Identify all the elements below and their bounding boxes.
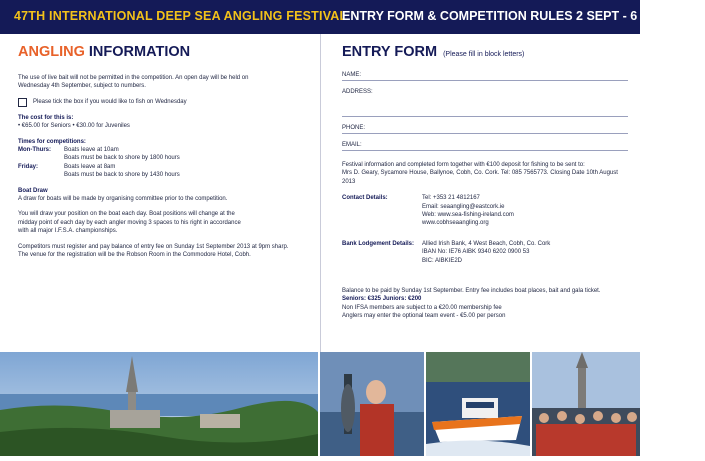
contact-details	[342, 194, 628, 228]
angling-information-heading: ANGLING INFORMATION	[18, 44, 191, 60]
contact-web-alt[interactable]: www.cobhseaangling.org	[422, 220, 489, 227]
email-field[interactable]: EMAIL:	[342, 134, 628, 151]
bank-bic: BIC: AIBKIE2D	[422, 257, 463, 264]
contact-phone: Tel: +353 21 4812167	[422, 195, 480, 202]
address-field[interactable]: ADDRESS:	[342, 81, 628, 117]
entry-form-note: (Please fill in block letters)	[443, 51, 525, 58]
bank-name: Allied Irish Bank, 4 West Beach, Cobh, Co. Cork	[422, 240, 551, 247]
team-event-text: Anglers may enter the optional team event - €5.00 per person	[342, 313, 506, 320]
times-text: Boats must be back to shore by 1430 hours	[64, 172, 180, 179]
wednesday-checkbox-label: Please tick the box if you would like to fish on Wednesday	[33, 99, 187, 106]
festival-title: 47TH INTERNATIONAL DEEP SEA ANGLING FESTIVAL	[14, 9, 348, 23]
times-day	[18, 154, 64, 162]
entry-form-title: ENTRY FORM	[342, 44, 438, 60]
wednesday-tick-row	[18, 98, 310, 107]
contact-web[interactable]: Web: www.sea-fishing-ireland.com	[422, 212, 514, 219]
fees-text: Seniors: €325 Juniors: €200	[342, 296, 422, 303]
bank-label: Bank Lodgement Details:	[342, 240, 415, 247]
position-text: with all major I.F.S.A. championships.	[18, 228, 118, 235]
contact-label: Contact Details:	[342, 195, 388, 202]
position-text: You will draw your position on the boat each day. Boat positions will change at the	[18, 211, 235, 218]
contact-email[interactable]: Email: seaangling@eastcork.ie	[422, 203, 505, 210]
boat-draw-heading: Boat Draw	[18, 187, 48, 194]
phone-field[interactable]: PHONE:	[342, 117, 628, 134]
header-banner	[0, 0, 705, 34]
bank-iban: IBAN No: IE76 AIBK 9340 6202 0900 53	[422, 249, 530, 256]
cobh-town-photo	[0, 352, 318, 456]
angling-information-section	[18, 44, 310, 260]
times-day: Friday:	[18, 163, 39, 170]
times-text: Boats must be back to shore by 1800 hours	[64, 155, 180, 162]
charter-boat-photo	[426, 352, 530, 456]
times-heading: Times for competitions:	[18, 138, 86, 145]
festival-info-text: Festival information and completed form together with €100 deposit for fishing to be sent to:	[342, 162, 585, 168]
group-photo	[532, 352, 640, 456]
entry-rules-title: ENTRY FORM & COMPETITION RULES 2 SEPT - 6 SEPT 2013	[342, 9, 705, 23]
times-table	[18, 146, 310, 180]
wednesday-checkbox[interactable]	[18, 98, 27, 107]
mailing-address-text: Mrs D. Geary, Sycamore House, Ballynoe, Cobh, Co. Cork. Tel: 085 7565773. Closing Date 10th August 2013	[342, 170, 618, 185]
entry-form-section	[342, 44, 628, 321]
times-day	[18, 171, 64, 179]
non-ifsa-text: Non IFSA members are subject to a €20.00 membership fee	[342, 304, 502, 311]
cost-heading: The cost for this is:	[18, 114, 74, 121]
angler-with-fish-photo	[320, 352, 424, 456]
photo-strip	[0, 352, 640, 456]
position-text: midday point of each day by each angler moving 3 spaces to his right in accordance	[18, 219, 241, 226]
name-field[interactable]: NAME:	[342, 64, 628, 81]
balance-text: Balance to be paid by Sunday 1st September. Entry fee includes boat places, bait and gala ticket.	[342, 288, 601, 295]
live-bait-rule: The use of live bait will not be permitted in the competition. An open day will be held on	[18, 75, 249, 81]
open-day-note: Wednesday 4th September, subject to numbers.	[18, 83, 146, 90]
times-text: Boats leave at 8am	[64, 163, 116, 170]
bank-details	[342, 240, 628, 265]
column-divider	[320, 34, 321, 352]
registration-text: Competitors must register and pay balance of entry fee on Sunday 1st September 2013 at 9pm sharp.	[18, 243, 289, 250]
boat-draw-text: A draw for boats will be made by organising committee prior to the competition.	[18, 196, 228, 203]
cost-text: • €65.00 for Seniors • €30.00 for Juveniles	[18, 123, 130, 130]
times-text: Boats leave at 10am	[64, 147, 119, 154]
times-day: Mon-Thurs:	[18, 147, 51, 154]
registration-venue: The venue for the registration will be the Robson Room in the Commodore Hotel, Cobh.	[18, 252, 251, 259]
entry-form-heading	[342, 44, 628, 60]
